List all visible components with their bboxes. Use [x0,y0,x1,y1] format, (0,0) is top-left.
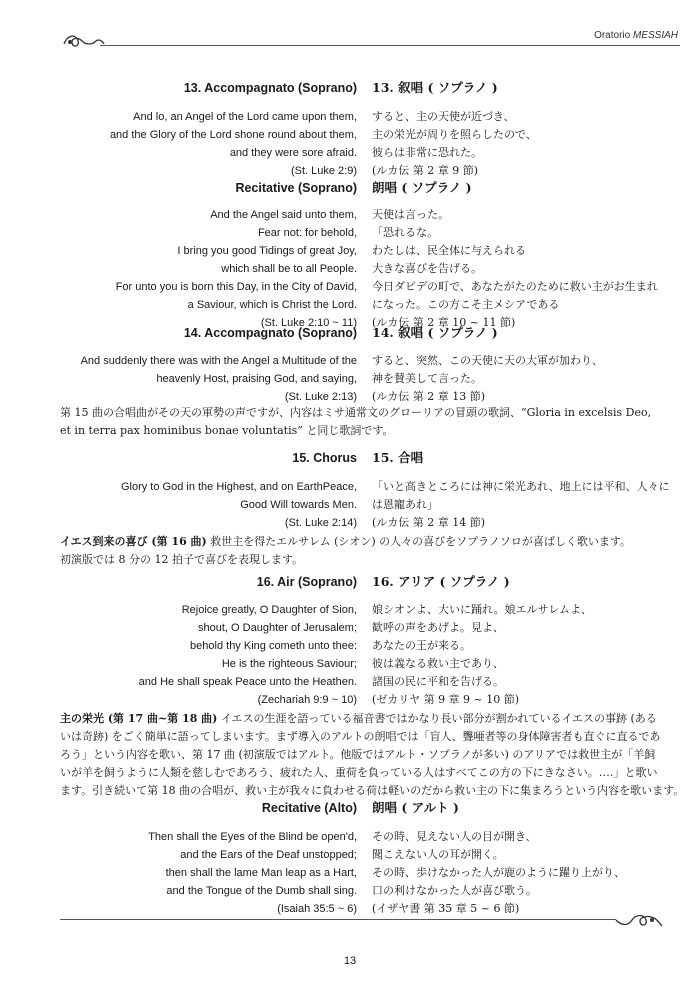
commentary-paragraph [60,710,686,800]
lyric-line: 大きな喜びを告げる。 [372,262,482,275]
lyric-line: 口の利けなかった人が喜び歌う。 [372,884,537,897]
lyric-line: すると、突然、この天使に天の大軍が加わり、 [372,354,603,367]
paragraph-line: いが羊を飼うように人類を慈しむであろう、疲れた人、重荷を負っている人はすべてこの方の下にきなさい。‥‥」と歌い [60,766,658,779]
paragraph-text: イエスの生涯を語っている福音書ではかなり長い部分が割かれているイエスの事跡 (ある [217,712,657,725]
scripture-reference: (ルカ伝 第 2 章 9 節) [372,164,479,177]
lyric-line: 彼らは非常に恐れた。 [372,146,482,159]
lyric-line: は恩寵あれ」 [372,498,438,511]
lyric-line: a Saviour, which is Christ the Lord. [187,299,357,311]
section-heading-ja: 朗唱 ( アルト ) [372,800,459,815]
scripture-reference: (ルカ伝 第 2 章 10 ~ 11 節) [372,316,516,329]
lyric-line: behold thy King cometh unto thee: [190,640,357,652]
lyric-line: その時、歩けなかった人が鹿のように躍り上がり、 [372,866,625,879]
lyric-line: わたしは、民全体に与えられる [372,244,526,257]
paragraph-line [60,710,686,728]
lyric-line: 聞こえない人の耳が開く。 [372,848,504,861]
lyric-line: and the Ears of the Deaf unstopped; [180,849,357,861]
section-heading-en: 16. Air (Soprano) [256,575,357,589]
lyric-line: and He shall speak Peace unto the Heathen. [138,676,357,688]
lyric-line: Rejoice greatly, O Daughter of Sion, [181,604,357,616]
lyrics-en [60,352,357,406]
lyric-line: すると、主の天使が近づき、 [372,110,515,123]
lyrics-en [60,108,357,180]
paragraph-line [60,533,686,551]
paragraph-line: 第 15 曲の合唱曲がその天の軍勢の声ですが、内容はミサ通常文のグローリアの冒頭の歌詞、“Gloria in excelsis Deo, [60,406,652,419]
lyric-line: Then shall the Eyes of the Blind be open'd, [148,831,357,843]
scripture-reference: (イザヤ書 第 35 章 5 ~ 6 節) [372,902,520,915]
lyric-line: And suddenly there was with the Angel a Multitude of the [80,355,357,367]
header-title-italic: MESSIAH [632,30,678,41]
section-heading-en: Recitative (Alto) [261,801,357,815]
lyrics-ja [372,478,680,532]
lyric-line: 「恐れるな。 [372,226,438,239]
lyric-line: 今日ダビデの町で、あなたがたのために救い主がお生まれ [372,280,658,293]
header-rule [100,45,680,46]
lyric-line: heavenly Host, praising God, and saying, [156,373,357,385]
paragraph-heading: 主の栄光 (第 17 曲~第 18 曲) [60,712,218,725]
header-ornament-icon [60,28,106,52]
lyric-line: 諸国の民に平和を告げる。 [372,675,504,688]
lyric-line: 神を賛美して言った。 [372,372,482,385]
paragraph-line: ろう」という内容を歌い、第 17 曲 (初演版ではアルト。他版ではアルト・ソプラノが多い) のアリアでは救世主が「羊飼 [60,748,656,761]
lyric-line: then shall the lame Man leap as a Hart, [165,867,357,879]
scripture-reference: (St. Luke 2:14) [284,517,357,529]
section-heading-en: Recitative (Soprano) [235,181,357,195]
lyric-line: I bring you good Tidings of great Joy, [177,245,357,257]
lyric-line: And lo, an Angel of the Lord came upon them, [133,111,357,123]
paragraph-line: 初演版では 8 分の 12 拍子で喜びを表現します。 [60,553,304,566]
lyric-line: 主の栄光が周りを照らしたので、 [372,128,537,141]
lyric-line: And the Angel said unto them, [210,209,357,221]
paragraph-text: 救世主を得たエルサレム (シオン) の人々の喜びをソプラノソロが喜ばしく歌います。 [206,535,631,548]
scripture-reference: (ルカ伝 第 2 章 13 節) [372,390,486,403]
lyrics-en [60,601,357,709]
lyric-line: Glory to God in the Highest, and on EarthPeace, [120,481,357,493]
lyric-line: 天使は言った。 [372,208,449,221]
lyric-line: and the Tongue of the Dumb shall sing. [166,885,357,897]
footer-rule [60,919,616,920]
lyric-line: For unto you is born this Day, in the City of David, [115,281,357,293]
lyric-line: Fear not: for behold, [257,227,357,239]
section-heading-ja: 朗唱 ( ソプラノ ) [372,180,472,195]
lyrics-ja [372,601,680,709]
lyric-line: 歓呼の声をあげよ。見よ、 [372,621,504,634]
lyrics-ja [372,108,680,180]
lyrics-ja [372,206,680,332]
lyric-line: 「いと高きところには神に栄光あれ、地上には平和、人々に [372,480,670,493]
paragraph-line: いは奇跡) をごく簡単に語ってしまいます。まず導入のアルトの朗唱では「盲人、聾唖者等の身体障害者も直ぐに直るであ [60,730,661,743]
section-heading-ja: 14. 叙唱 ( ソプラノ ) [372,325,498,340]
lyric-line: あなたの王が来る。 [372,639,471,652]
lyric-line: になった。この方こそ主メシアである [372,298,560,311]
lyric-line: which shall be to all People. [221,263,357,275]
scripture-reference: (St. Luke 2:9) [290,165,357,177]
section-heading-en: 14. Accompagnato (Soprano) [183,326,357,340]
section-heading-en: 13. Accompagnato (Soprano) [183,81,357,95]
section-heading-en: 15. Chorus [292,451,357,465]
lyric-line: 娘シオンよ、大いに踊れ。娘エルサレムよ、 [372,603,592,616]
lyric-line: and the Glory of the Lord shone round about them, [109,129,357,141]
lyrics-ja [372,828,680,918]
lyric-line: 彼は義なる救い主であり、 [372,657,504,670]
lyric-line: and they were sore afraid. [229,147,357,159]
lyrics-en [60,206,357,332]
running-header [594,30,678,41]
lyric-line: Good Will towards Men. [240,499,357,511]
footer-ornament-icon [614,908,664,932]
lyric-line: shout, O Daughter of Jerusalem; [198,622,357,634]
scripture-reference: (ルカ伝 第 2 章 14 節) [372,516,486,529]
paragraph-line: ます。引き続いて第 18 曲の合唱が、救い主が我々に負わせる荷は軽いのだから救い主の下に集まろうという内容を歌います。 [60,784,685,797]
header-title-prefix: Oratorio [594,30,631,41]
scripture-reference: (ゼカリヤ 第 9 章 9 ~ 10 節) [372,693,520,706]
lyrics-en [60,828,357,918]
lyrics-en [60,478,357,532]
page-number: 13 [343,955,357,967]
lyric-line: その時、見えない人の目が開き、 [372,830,537,843]
scripture-reference: (Zechariah 9:9 ~ 10) [257,694,357,706]
paragraph-line: et in terra pax hominibus bonae voluntatis” と同じ歌詞です。 [60,424,394,437]
lyrics-ja [372,352,680,406]
commentary-paragraph [60,404,686,440]
commentary-paragraph [60,533,686,569]
scripture-reference: (Isaiah 35:5 ~ 6) [277,903,357,915]
paragraph-heading: イエス到来の喜び (第 16 曲) [60,535,207,548]
scripture-reference: (St. Luke 2:13) [284,391,357,403]
section-heading-ja: 13. 叙唱 ( ソプラノ ) [372,80,498,95]
scripture-reference: (St. Luke 2:10 ~ 11) [260,317,357,329]
section-heading-ja: 16. アリア ( ソプラノ ) [372,574,510,589]
lyric-line: He is the righteous Saviour; [221,658,357,670]
section-heading-ja: 15. 合唱 [372,450,424,465]
